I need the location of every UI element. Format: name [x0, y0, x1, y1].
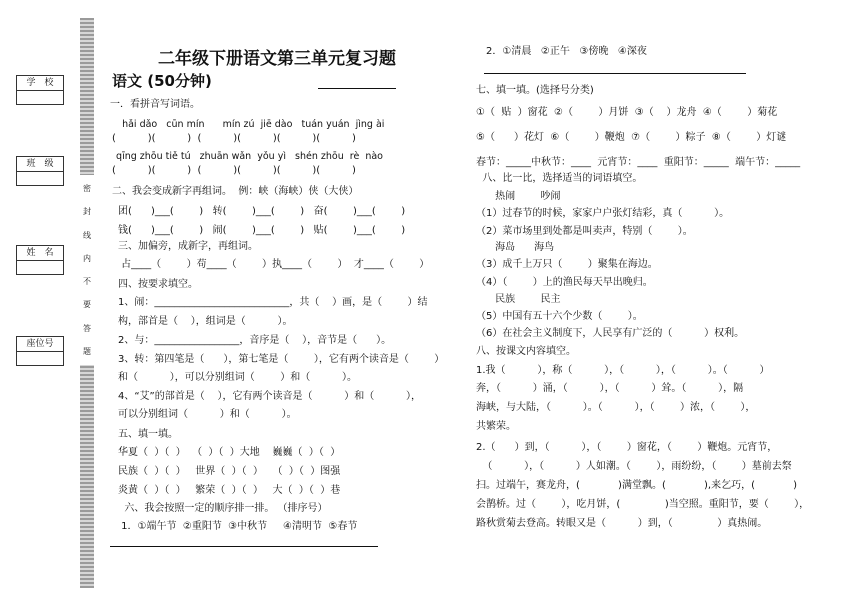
- section-2-heading: 二、我会变成新字再组词。 例：峡（海峡）侠（大侠）: [112, 186, 359, 197]
- exercise-line: 2、与：_________________，音序是（ ），音节是（ ）。: [118, 335, 392, 346]
- exercise-line: （5）中国有五十六个少数（ ）。: [476, 311, 643, 322]
- exercise-line: 2．①清晨 ②正午 ③傍晚 ④深夜: [486, 46, 647, 57]
- exercise-line: （3）成千上万只（ ）聚集在海边。: [476, 259, 658, 270]
- title-underline: [318, 88, 396, 89]
- exercise-line: （2）菜市场里到处都是叫卖声，特别（ ）。: [476, 226, 693, 237]
- exercise-line: 钱( )___( ) 闹( )___( ) 贴( )___( ): [118, 225, 406, 236]
- section-3-heading: 三、加偏旁，成新字，再组词。: [118, 241, 258, 252]
- exercise-line: 民族（ ）（ ） 世界（ ）（ ） （ ）（ ）图强: [118, 466, 341, 477]
- word-choice: 民族 民主: [476, 294, 561, 305]
- school-label: 学 校: [16, 75, 64, 91]
- seat-field[interactable]: [16, 351, 64, 366]
- page-title: 二年级下册语文第三单元复习题: [158, 49, 396, 69]
- exercise-line: 春节：_____中秋节：____ 元宵节：____ 重阳节：_____ 端午节：_____: [476, 157, 801, 168]
- section-1-heading: 一．看拼音写词语。: [110, 99, 200, 110]
- binding-char: 题: [83, 346, 91, 356]
- exercise-line: 3、转：第四笔是（ ），第七笔是（ ），它有两个读音是（ ）: [118, 354, 445, 365]
- pinyin-row-1: hǎi dǎo cūn mín mín zú jiē dào tuán yuán jìng ài: [110, 119, 385, 130]
- exercise-line: 团( )___( ) 转( )___( ) 奋( )___( ): [118, 206, 406, 217]
- section-5-heading: 五、填一填。: [118, 429, 178, 440]
- exercise-line: 炎黄（ ）（ ） 繁荣（ ）（ ） 大（ ）（ ）巷: [118, 485, 341, 496]
- exercise-line: 1．①端午节 ②重阳节 ③中秋节 ④清明节 ⑤春节: [118, 521, 358, 532]
- exercise-line: 1、闹：___________________________，共（ ）画，是（ ）结: [118, 297, 428, 308]
- section-4-heading: 四、按要求填空。: [118, 279, 198, 290]
- binding-char: 线: [83, 230, 91, 240]
- section-9-heading: 八、按课文内容填空。: [476, 346, 576, 357]
- seat-label: 座位号: [16, 336, 64, 352]
- binding-char: 答: [83, 323, 91, 333]
- binding-notice: [80, 175, 94, 365]
- exercise-line: ⑤（ ）花灯 ⑥（ ）鞭炮 ⑦（ ）粽子 ⑧（ ）灯谜: [476, 132, 787, 143]
- exercise-line: 路秋赏菊去登高。转眼又是（ ）到，（ ）真热闹。: [476, 518, 768, 529]
- exercise-line: ①（ 贴 ）窗花 ②（ ）月饼 ③（ ）龙舟 ④（ ）菊花: [476, 107, 778, 118]
- binding-char: 密: [83, 184, 91, 193]
- top-rule: [484, 73, 746, 74]
- school-field[interactable]: [16, 90, 64, 105]
- exercise-line: 海峡，与大陆，（ ）。（ ），（ ）浓，（ ），: [476, 402, 756, 413]
- pinyin-row-2: qīng zhōu tiě tú zhuān wǎn yǒu yì shén zhōu rè nào: [110, 151, 383, 162]
- exercise-line: 1.我（ ），称（ ），（ ），（ ）。（ ）: [476, 365, 770, 376]
- word-choice: 热闹 吵闹: [476, 191, 561, 202]
- bottom-rule: [110, 546, 378, 547]
- exercise-line: 共繁荣。: [476, 421, 516, 432]
- word-choice: 海岛 海鸟: [476, 242, 555, 253]
- binding-char: 不: [83, 277, 91, 287]
- name-field[interactable]: [16, 260, 64, 275]
- page-subtitle: 语文 (50分钟): [112, 72, 212, 90]
- exercise-line: 奔，（ ）涌，（ ），（ ）耸。（ ），隔: [476, 383, 744, 394]
- exercise-line: 4、“艾”的部首是（ ），它有两个读音是（ ）和（ ），: [118, 391, 422, 402]
- class-label: 班 级: [16, 156, 64, 172]
- binding-char: 封: [83, 207, 91, 217]
- binding-char: 内: [83, 253, 91, 263]
- exercise-line: 和（ ），可以分别组词（ ）和（ ）。: [118, 372, 358, 383]
- name-label: 姓 名: [16, 245, 64, 261]
- exercise-line: 占____（ ）苟____（ ）执____（ ） 才____（ ）: [118, 259, 430, 270]
- section-6-heading: 六、我会按照一定的顺序排一排。 （排序号）: [118, 503, 328, 514]
- exercise-line: （ ），（ ）人如潮。（ ），雨纷纷，（ ）墓前去祭: [476, 461, 792, 472]
- exercise-line: （1）过春节的时候，家家户户张灯结彩，真（ ）。: [476, 208, 730, 219]
- binding-char: 要: [83, 300, 91, 310]
- section-8-heading: 八、比一比，选择适当的词语填空。: [476, 173, 643, 184]
- exercise-line: 可以分别组词（ ）和（ ）。: [118, 409, 297, 420]
- answer-row: ( )( ) ( )( )( )( ): [112, 165, 356, 176]
- exercise-line: 扫。过端午，赛龙舟，( )满堂飘。( ),来乞巧，( ): [476, 480, 798, 491]
- exercise-line: 构，部首是（ ），组词是（ ）。: [118, 316, 293, 327]
- exercise-line: 会鹊桥。过（ ），吃月饼，( )当空照。重阳节，要（ ），: [476, 499, 810, 510]
- exercise-line: （6）在社会主义制度下，人民享有广泛的（ ）权利。: [476, 328, 745, 339]
- class-field[interactable]: [16, 171, 64, 186]
- exercise-line: 华夏（ ）（ ） （ ）（ ）大地 巍巍（ ）（ ）: [118, 447, 341, 458]
- section-7-heading: 七、填一填。(选择号分类): [476, 85, 594, 96]
- exercise-line: 2.（ ）到，（ ），（ ）窗花，（ ）鞭炮。元宵节，: [476, 442, 778, 453]
- exercise-line: （4）（ ）上的渔民每天早出晚归。: [476, 277, 653, 288]
- answer-row: ( )( ) ( )( )( )( ): [112, 133, 356, 144]
